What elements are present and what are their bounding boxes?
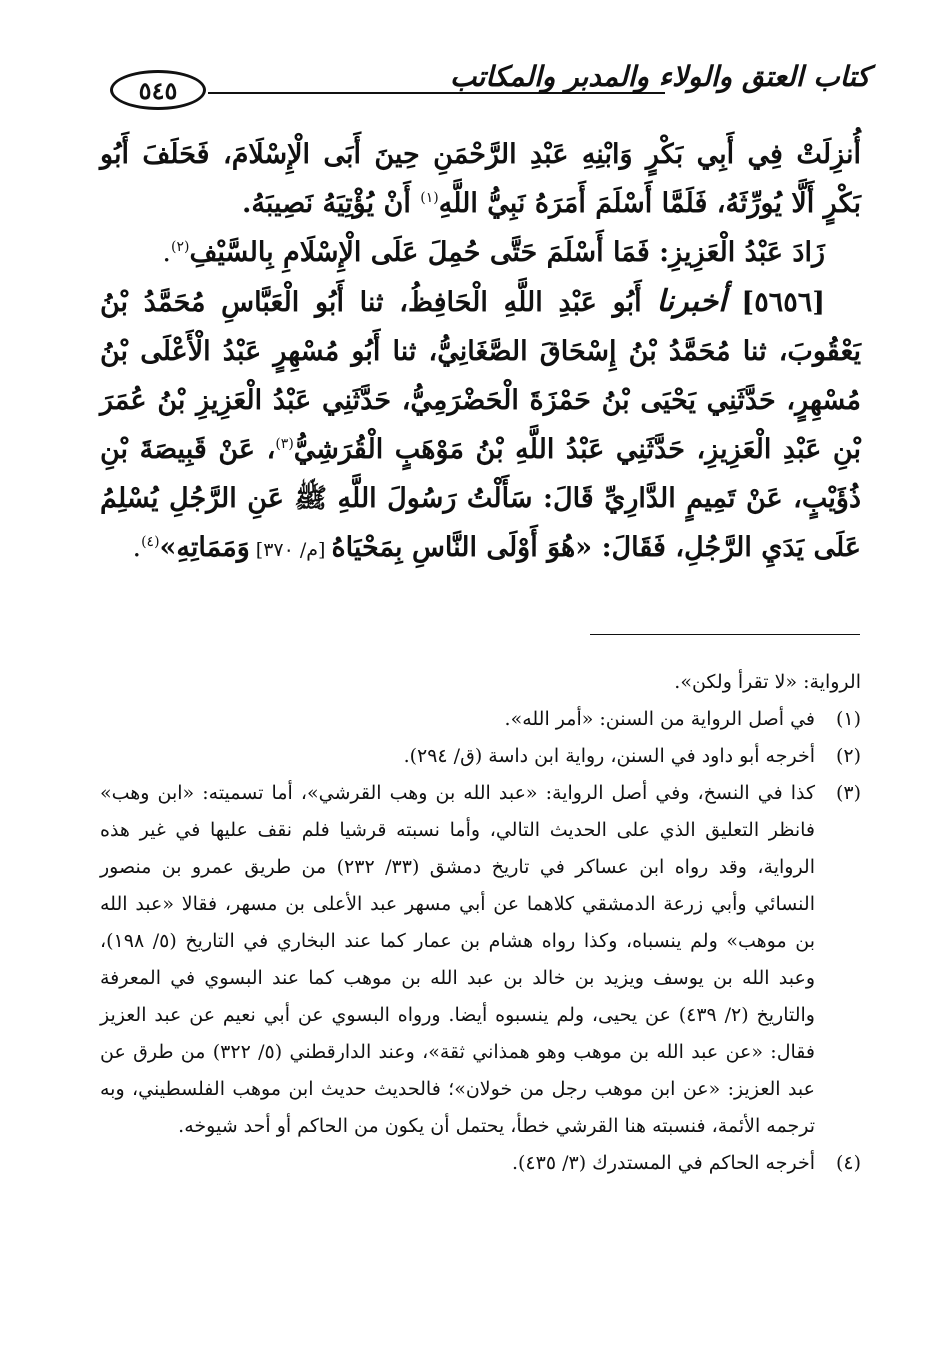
paragraph-1 xyxy=(100,130,861,228)
footnote-text: أخرجه أبو داود في السنن، رواية ابن داسة (ق/ ٢٩٤). xyxy=(403,745,815,767)
paragraph-2-end: . xyxy=(162,237,171,268)
paragraph-1-text: أُنزِلَتْ فِي أَبِي بَكْرٍ وَابْنِهِ عَبْدِ الرَّحْمَنِ حِينَ أَبَى الْإِسْلَامَ، فَحَلَفَ أَبُو بَكْرٍ أَلَّا يُورِّثَهُ، فَلَمَّا أَسْلَمَ أَمَرَهُ نَبِيُّ اللَّهِ xyxy=(100,139,861,219)
page-number: ٥٤٥ xyxy=(110,70,206,110)
footnote-text: كذا في النسخ، وفي أصل الرواية: «عبد الله بن وهب القرشي»، أما تسميته: «ابن وهب» فانظر التعليق الذي على الحديث التالي، وأما نسبته قرشيا فلم نقف عليها في غير هذه الرواية، وقد رواه ابن عساكر في تاريخ دمشق (٣٣/ ٢٣٢) من طريق عمرو بن منصور النسائي وأبي زرعة الدمشقي كلاهما عن أبي مسهر عبد الأعلى بن مسهر، فقالا «عبد الله بن موهب» ولم ينسباه، وكذا رواه هشام بن عمار كما عند البخاري في التاريخ (٥/ ١٩٨)، وعبد الله بن يوسف ويزيد بن خالد بن عبد الله بن موهب كما عند البسوي في المعرفة والتاريخ (٢/ ٤٣٩) عن يحيى، ولم ينسبوه أيضا. ورواه البسوي عن أبي نعيم عن عبد العزيز فقال: «عن عبد الله بن موهب وهو همذاني ثقة»، وعند الدارقطني (٥/ ٣٢٢) من طرق عن عبد العزيز: «عن ابن موهب رجل من خولان»؛ فالحديث حديث ابن موهب الفلسطيني، وبه ترجمه الأئمة، فنسبته هنا القرشي خطأ، يحتمل أن يكون من الحاكم أو أحد شيوخه. xyxy=(100,782,815,1137)
footnote-ref-4: (٤) xyxy=(141,534,160,550)
page-header xyxy=(100,52,870,122)
footnote-item xyxy=(100,775,861,1145)
hadith-quote-end: وَمَمَاتِهِ» xyxy=(159,532,250,563)
footnote-ref-2: (٢) xyxy=(170,239,190,255)
isnad-text: أَبُو عَبْدِ اللَّهِ الْحَافِظُ، ثنا أَبُو الْعَبَّاسِ مُحَمَّدُ بْنُ يَعْقُوبَ، ثنا مُحَمَّدُ بْنُ إِسْحَاقَ الصَّغَانِيُّ، ثنا أَبُو مُسْهِرٍ عَبْدُ الْأَعْلَى بْنُ مُسْهِرٍ، حَدَّثَنِي يَحْيَى بْنُ حَمْزَةَ الْحَضْرَمِيُّ، حَدَّثَنِي عَبْدُ الْعَزِيزِ بْنُ عُمَرَ بْنِ عَبْدِ الْعَزِيزِ، حَدَّثَنِي عَبْدُ اللَّهِ بْنُ مَوْهَبٍ الْقُرَشِيُّ xyxy=(100,287,861,465)
footnote-number: (١) xyxy=(835,708,861,730)
footnote-number: (٢) xyxy=(835,745,861,767)
footnote-number: (٣) xyxy=(835,782,861,804)
footnote-ref-3: (٣) xyxy=(275,436,294,452)
footnote-text: في أصل الرواية من السنن: «أمر الله». xyxy=(504,708,815,730)
footnote-separator xyxy=(590,634,860,635)
footnotes xyxy=(100,664,861,1182)
akhbarana-label: أخبرنا xyxy=(656,284,727,319)
footnote-intro: الرواية: «لا تقرأ ولكن». xyxy=(674,671,861,693)
isnad-continuation: ، عَنْ قَبِيصَةَ بْنِ ذُؤَيْبٍ، عَنْ تَمِيمٍ الدَّارِيِّ قَالَ: سَأَلْتُ رَسُولَ اللَّهِ ﷺ عَنِ الرَّجُلِ يُسْلِمُ عَلَى يَدَيِ الرَّجُلِ، فَقَالَ: xyxy=(100,434,861,563)
paragraph-2-text: زَادَ عَبْدُ الْعَزِيزِ: فَمَا أَسْلَمَ حَتَّى حُمِلَ عَلَى الْإِسْلَامِ بِالسَّيْفِ xyxy=(189,237,825,268)
footnote-ref-1: (١) xyxy=(420,190,439,206)
hadith-number: [٥٦٥٦] xyxy=(741,287,825,318)
paragraph-2 xyxy=(100,228,861,277)
manuscript-marker: [م/ ٣٧٠] xyxy=(249,539,332,561)
footnote-item xyxy=(100,738,861,775)
footnote-number: (٤) xyxy=(835,1152,861,1174)
footnote-item xyxy=(100,701,861,738)
footnote-item xyxy=(100,1145,861,1182)
paragraph-1-end: أَنْ يُؤْتِيَهُ نَصِيبَهُ. xyxy=(242,188,421,219)
main-text xyxy=(100,130,861,575)
book-title: كتاب العتق والولاء والمدبر والمكاتب xyxy=(450,60,870,93)
hadith-paragraph xyxy=(100,277,861,575)
hadith-quote: «هُوَ أَوْلَى النَّاسِ بِمَحْيَاهُ xyxy=(331,532,593,563)
hadith-end: . xyxy=(132,532,142,563)
footnote-text: أخرجه الحاكم في المستدرك (٣/ ٤٣٥). xyxy=(511,1152,815,1174)
